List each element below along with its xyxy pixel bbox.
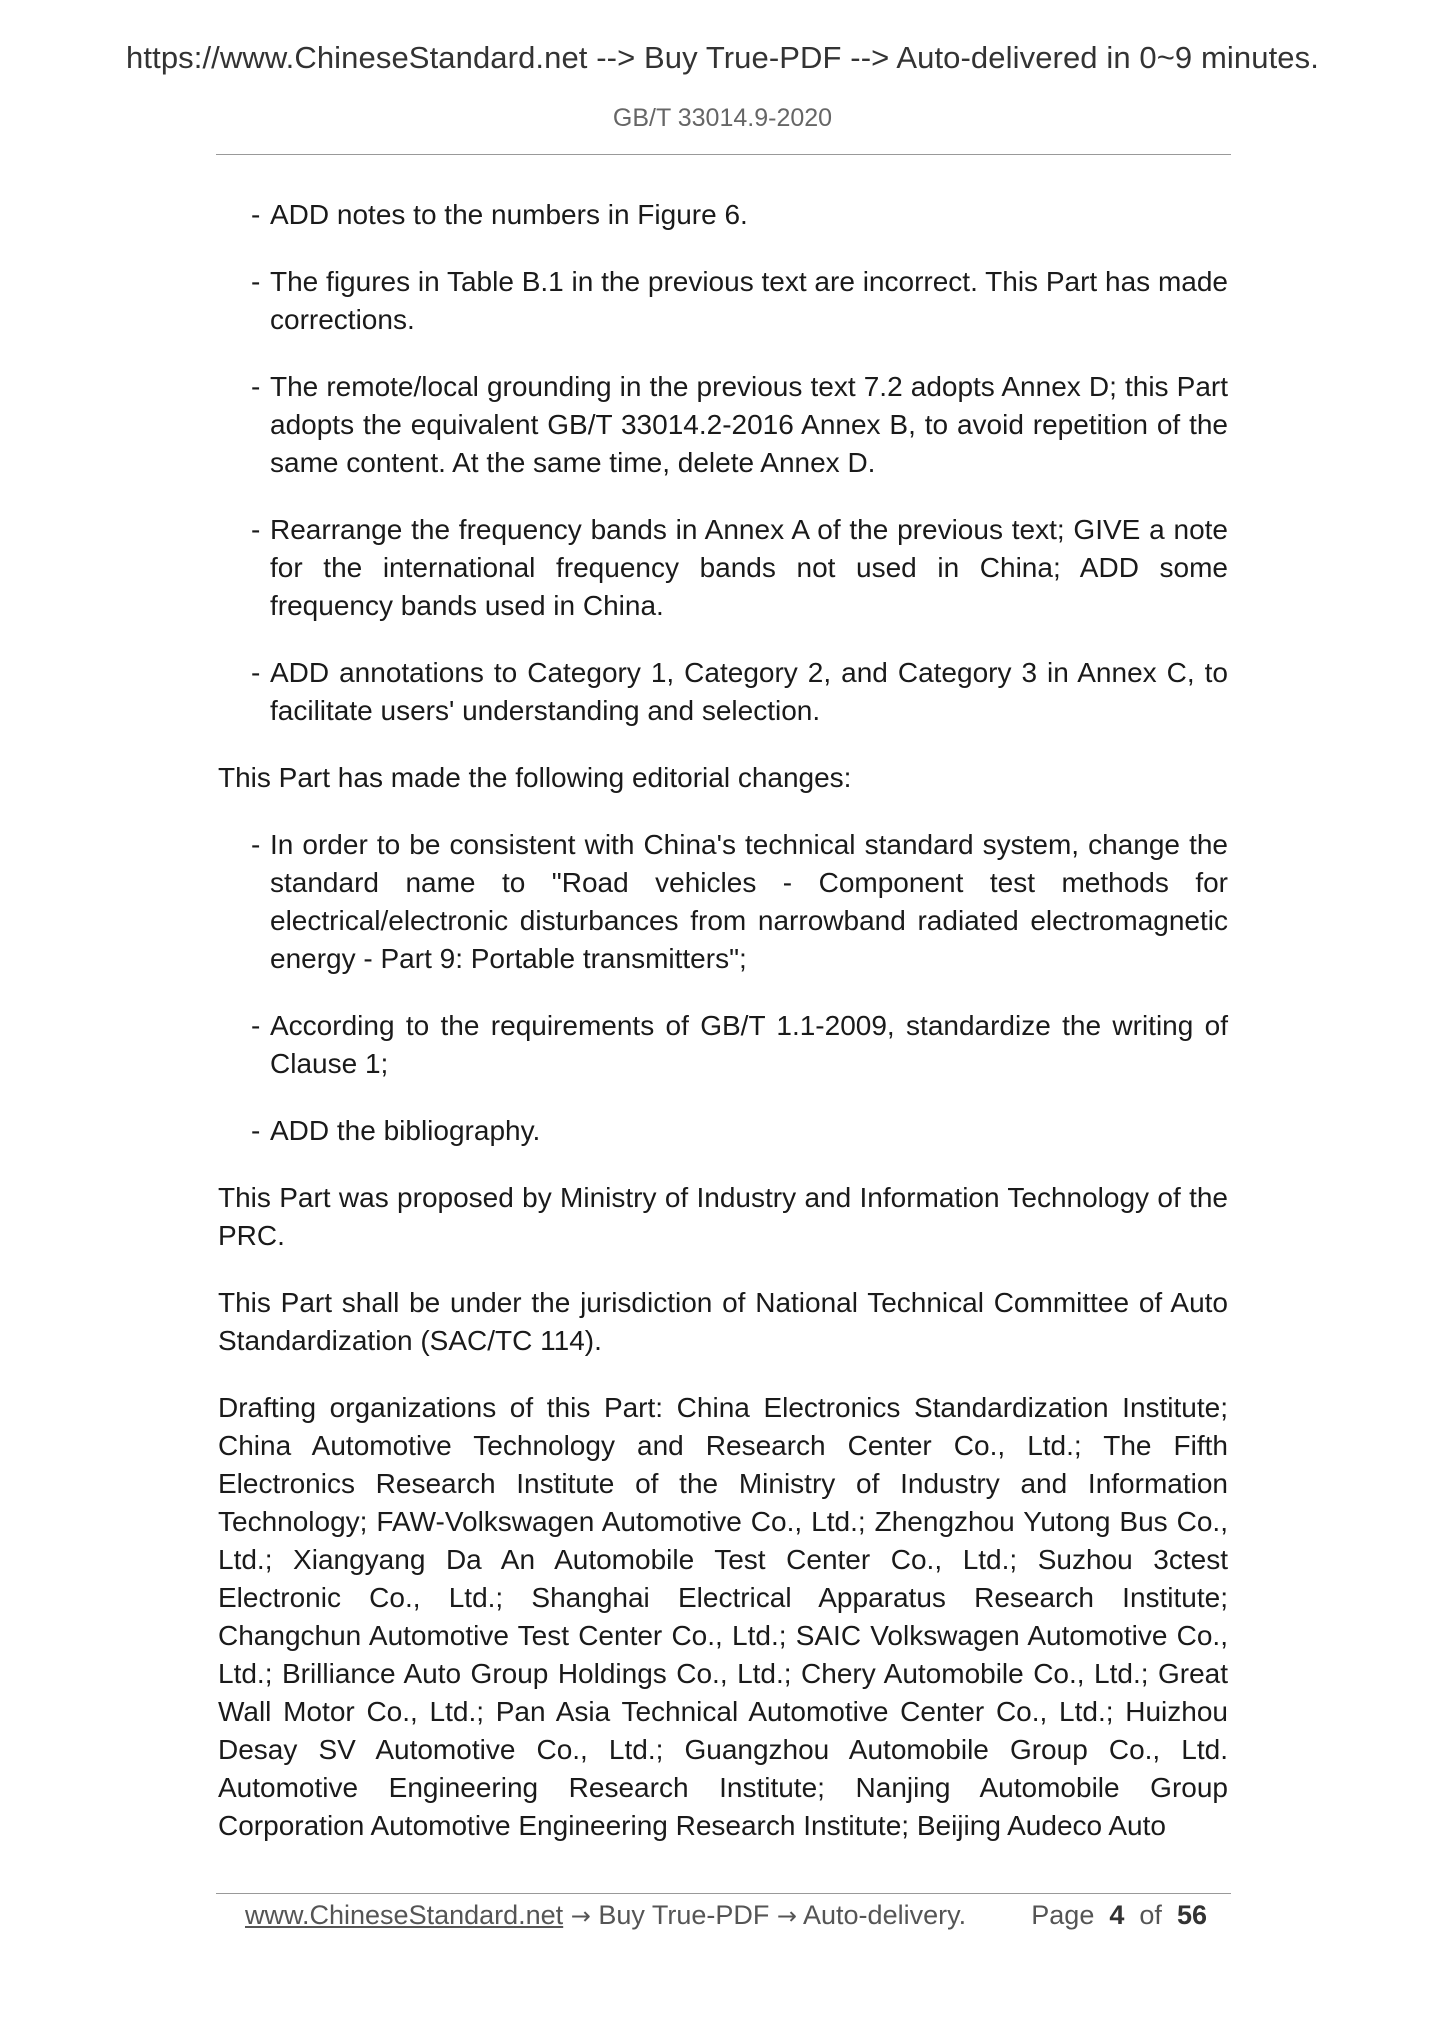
list-item [218,263,1228,339]
dash-marker: - [251,514,261,545]
total-pages-number: 56 [1176,1900,1207,1930]
page-label: Page [1031,1900,1095,1930]
editorial-changes-intro: This Part has made the following editorial changes: [218,762,852,793]
page-footer [245,1900,1215,1936]
current-page-number: 4 [1109,1900,1125,1930]
document-code: GB/T 33014.9-2020 [612,104,833,132]
dash-marker: - [251,1010,261,1041]
list-item-text: ADD the bibliography. [270,1115,541,1146]
list-item-text: Rearrange the frequency bands in Annex A of the previous text; GIVE a note for the international frequency bands not used in China; ADD some frequency bands used in China. [270,514,1228,621]
list-item-text: The remote/local grounding in the previous text 7.2 adopts Annex D; this Part adopts the equivalent GB/T 33014.2-2016 Annex B, to avoid repetition of the same content. At the same time, delete Annex D. [270,371,1228,478]
jurisdiction-paragraph: This Part shall be under the jurisdiction of National Technical Committee of Auto Standardization (SAC/TC 114). [218,1287,1228,1356]
auto-delivery-text: Auto-delivery. [803,1900,967,1930]
footer-left [245,1900,966,1931]
list-item-text: In order to be consistent with China's technical standard system, change the standard name to "Road vehicles - Component test methods for electrical/electronic disturbances from narrowband radiated electromagnetic energy - Part 9: Portable transmitters"; [270,829,1228,974]
document-body [218,196,1228,1874]
list-item [218,511,1228,625]
footer-divider [216,1893,1231,1894]
list-item-text: ADD notes to the numbers in Figure 6. [270,199,748,230]
arrow-right-icon: → [570,1902,591,1930]
header-divider [216,154,1231,155]
top-banner: https://www.ChineseStandard.net --> Buy True-PDF --> Auto-delivered in 0~9 minutes. [126,40,1319,75]
drafting-organizations-paragraph: Drafting organizations of this Part: China Electronics Standardization Institute; China Automotive Technology and Research Center Co., Ltd.; The Fifth Electronics Research Institute of the Ministry of Industry and Information Technology; FAW-Volkswagen Automotive Co., Ltd.; Zhengzhou Yutong Bus Co., Ltd.; Xiangyang Da An Automobile Test Center Co., Ltd.; Suzhou 3ctest Electronic Co., Ltd.; Shanghai Electrical Apparatus Research Institute; Changchun Automotive Test Center Co., Ltd.; SAIC Volkswagen Automotive Co., Ltd.; Brilliance Auto Group Holdings Co., Ltd.; Chery Automobile Co., Ltd.; Great Wall Motor Co., Ltd.; Pan Asia Technical Automotive Center Co., Ltd.; Huizhou Desay SV Automotive Co., Ltd.; Guangzhou Automobile Group Co., Ltd. Automotive Engineering Research Institute; Nanjing Automobile Group Corporation Automotive Engineering Research Institute; Beijing Audeco Auto [218,1392,1228,1841]
list-item [218,826,1228,978]
dash-marker: - [251,657,261,688]
buy-true-pdf-text: Buy True-PDF [598,1900,770,1930]
dash-marker: - [251,371,261,402]
list-item-text: ADD annotations to Category 1, Category 2, and Category 3 in Annex C, to facilitate users' understanding and selection. [270,657,1228,726]
website-link[interactable]: www.ChineseStandard.net [245,1900,564,1930]
proposed-by-paragraph: This Part was proposed by Ministry of Industry and Information Technology of the PRC. [218,1182,1228,1251]
dash-marker: - [251,1115,261,1146]
dash-marker: - [251,199,261,230]
list-item [218,196,1228,234]
page-indicator [1031,1900,1207,1931]
dash-marker: - [251,829,261,860]
list-item [218,1007,1228,1083]
of-label: of [1139,1900,1162,1930]
dash-marker: - [251,266,261,297]
list-item [218,654,1228,730]
list-item-text: According to the requirements of GB/T 1.1-2009, standardize the writing of Clause 1; [270,1010,1228,1079]
list-item [218,1112,1228,1150]
list-item [218,368,1228,482]
list-item-text: The figures in Table B.1 in the previous text are incorrect. This Part has made corrections. [270,266,1228,335]
arrow-right-icon: → [776,1902,797,1930]
